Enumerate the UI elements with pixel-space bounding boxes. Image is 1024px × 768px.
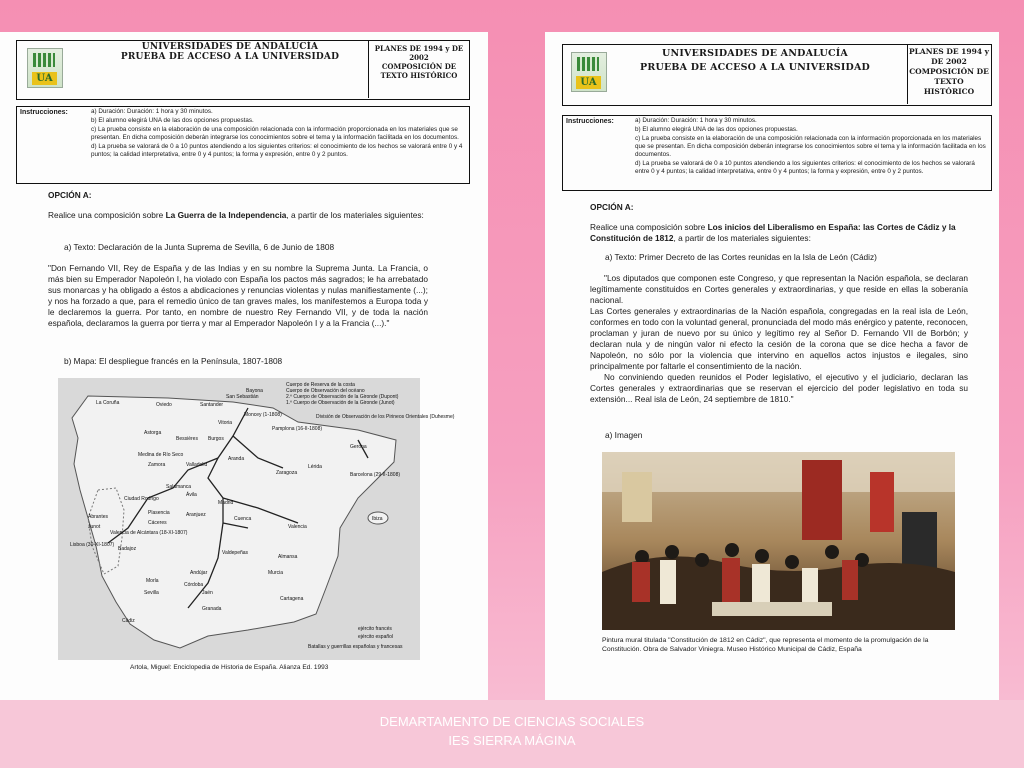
city-label: Jaén [202, 590, 213, 596]
city-label: Vitoria [218, 420, 233, 426]
plan-box: PLANES DE 1994 y DE 2002 COMPOSICIÓN DE TEXTO HISTÓRICO [909, 47, 990, 96]
school-name: IES SIERRA MÁGINA [448, 733, 576, 748]
text-source-label: a) Texto: Primer Decreto de las Cortes reunidas en la Isla de León (Cádiz) [605, 252, 877, 262]
city-label: Abrantes [88, 514, 109, 520]
map-legend-item: Cuerpo de Reserva de la costa [286, 382, 355, 388]
city-label: Cáceres [148, 520, 167, 526]
map-legend-item: ejército español [358, 634, 394, 640]
city-label: Ávila [186, 492, 197, 498]
city-label: Aranda [228, 456, 245, 462]
university-logo: UA [27, 48, 63, 88]
city-label: Valencia [288, 524, 307, 530]
city-label: Medina de Río Seco [138, 452, 184, 458]
city-label: Astorga [144, 430, 162, 436]
exam-page-right [545, 32, 999, 700]
plan-box: PLANES DE 1994 y DE 2002 COMPOSICIÓN DE TEXTO HISTÓRICO [374, 44, 464, 80]
city-label: Pamplona (16-II-1808) [272, 426, 323, 432]
city-label: La Coruña [96, 400, 120, 406]
map-legend-item: ejército francés [358, 626, 392, 632]
city-label: Zamora [148, 462, 166, 468]
city-label: Ciudad Rodrigo [124, 496, 159, 502]
university-title: UNIVERSIDADES DE ANDALUCÍA PRUEBA DE ACCESO A LA UNIVERSIDAD [640, 48, 870, 73]
instructions-box: Instrucciones: a) Duración: Duración: 1 hora y 30 minutos. b) El alumno elegirá UNA de las dos opciones propuestas. c) La prueba consiste en la elaboración de una composición relacionada con la información proporcionada en los materiales que se presentan. En dicha composición deberán integrarse los conocimientos sobre el tema y la información facilitada en los documentos. d) La prueba se valorará de 0 a 10 puntos atendiendo a los siguientes criterios: el conocimiento de los hechos se valorará entre 0 y 4 puntos; la calidad interpretativa, entre 0 y 4 puntos; la forma y expresión, entre 0 y 2 puntos. [562, 115, 992, 191]
city-label: Zaragoza [276, 470, 298, 476]
city-label: Valencia de Alcántara (18-XI-1807) [110, 530, 188, 536]
painting-caption: Pintura mural titulada "Constitución de 1812 en Cádiz", que representa el momento de la promulgación de la Constitución. Obra de Salvador Viniegra. Museo Histórico Municipal de Cádiz, España [602, 637, 929, 653]
city-label: Córdoba [184, 582, 204, 588]
prompt: Realice una composición sobre La Guerra de la Independencia, a partir de los materiales siguientes: [48, 210, 424, 220]
city-label: Valladolid [186, 462, 208, 468]
city-label: Morla [146, 578, 159, 584]
university-logo: UA [571, 52, 607, 92]
campaign-map [58, 378, 455, 660]
city-label: Plasencia [148, 510, 170, 516]
city-label: Almansa [278, 554, 298, 560]
city-label: Barcelona (29-II-1808) [350, 472, 401, 478]
option-heading: OPCIÓN A: [590, 202, 634, 212]
quote-text: "Don Fernando VII, Rey de España y de las Indias y en su nombre la Suprema Junta. La Francia, o más bien su Emperador Napoleón I, ha violado con España los pactos más sagrados; le ha arrebatado sus monarcas y ha obligado a éstos a abdicaciones y renuncias violentas y nulas manifiestamente (...); y nos ha forzado a que, para el remedio único de tan graves males, los manifestemos a Europa toda y le declaremos la guerra. Por tanto, en nombre de nuestro Rey Fernando VII, y de toda la nación española, declaramos la guerra por tierra y mar al Emperador Napoleón I y a la Francia (...)." [48, 263, 428, 328]
map-credit: Artola, Miguel: Enciclopedia de Historia de España. Alianza Ed. 1993 [130, 664, 329, 671]
city-label: Lisboa (30-XI-1807) [70, 542, 115, 548]
city-label: Bessières [176, 436, 198, 442]
university-title: UNIVERSIDADES DE ANDALUCÍA PRUEBA DE ACCESO A LA UNIVERSIDAD [120, 42, 340, 62]
map-legend-item: 1.º Cuerpo de Observación de la Gironde (Junot) [286, 400, 395, 406]
city-label: Ibiza [372, 516, 383, 522]
city-label: Bayona [246, 388, 263, 394]
text-source-label: a) Texto: Declaración de la Junta Suprema de Sevilla, 6 de Junio de 1808 [64, 242, 335, 252]
city-label: Lérida [308, 464, 322, 470]
city-label: Sevilla [144, 590, 159, 596]
city-label: Cuenca [234, 516, 252, 522]
city-label: Oviedo [156, 402, 172, 408]
map-legend-item: División de Observación de los Pirineos Orientales (Duhesme) [316, 414, 455, 420]
exam-page-left [0, 32, 488, 700]
city-label: Gerona [350, 444, 367, 450]
map-legend-item: Batallas y guerrillas españolas y francesas [308, 644, 403, 650]
city-label: Valdepeñas [222, 550, 249, 556]
city-label: Moncey (1-1808) [244, 412, 282, 418]
image-label: a) Imagen [605, 430, 643, 440]
map-legend-item: 2.º Cuerpo de Observación de la Gironde (Dupont) [286, 394, 399, 400]
city-label: Granada [202, 606, 222, 612]
city-label: Junot [88, 524, 101, 530]
city-label: Madrid [218, 500, 234, 506]
city-label: Cartagena [280, 596, 304, 602]
city-label: Badajoz [118, 546, 137, 552]
instructions-box: Instrucciones: a) Duración: Duración: 1 hora y 30 minutos. b) El alumno elegirá UNA de las dos opciones propuestas. c) La prueba consiste en la elaboración de una composición relacionada con la información proporcionada en los materiales que se presentan. En dicha composición deberán integrarse los conocimientos sobre el tema y la información facilitada en los documentos. d) La prueba se valorará de 0 a 10 puntos atendiendo a los siguientes criterios: el conocimiento de los hechos se valorará entre 0 y 4 puntos; la calidad interpretativa, entre 0 y 4 puntos; la forma y expresión, entre 0 y 2 puntos. [16, 106, 470, 184]
map-legend-item: Cuerpo de Observación del océano [286, 388, 365, 394]
city-label: Aranjuez [186, 512, 206, 518]
city-label: Burgos [208, 436, 224, 442]
option-heading: OPCIÓN A: [48, 190, 92, 200]
city-label: Santander [200, 402, 224, 408]
city-label: Cádiz [122, 618, 135, 624]
quote-text: "Los diputados que componen este Congreso, y que representan la Nación española, se declaran legítimamente constituidos en Cortes generales y extraordinarias, y que reside en ellas la soberanía nacional. Las Cortes generales y extraordinarias de la Nación española, congregadas en la real isla de León, conformes en todo con la voluntad general, pronunciada del modo más enérgico y patente, reconocen, proclaman y juran de nuevo por su único y legítimo rey al Señor D. Fernando VII de Borbón; y declaran nula y de ningún valor ni efecto la cesión de la corona que se dice hecha a favor de Napoleón, no sólo por la violencia que intervino en aquellos actos injustos e ilegales, sino principalmente por faltarle el consentimiento de la nación. No conviniendo queden reunidos el Poder legislativo, el ejecutivo y el judiciario, declaran las Cortes generales y extraordinarias que se reservan el ejercicio del poder legislativo en toda su extensión... Real isla de León, 24 septiembre de 1810." [590, 273, 968, 404]
city-label: Andújar [190, 570, 208, 576]
footer-credit [0, 712, 1024, 750]
department-name: DEMARTAMENTO DE CIENCIAS SOCIALES [379, 714, 645, 729]
city-label: Salamanca [166, 484, 192, 490]
map-source-label: b) Mapa: El despliegue francés en la Península, 1807-1808 [64, 356, 283, 366]
city-label: Murcia [268, 570, 284, 576]
city-label: San Sebastián [226, 394, 259, 400]
cortes-painting [602, 452, 955, 630]
prompt: Realice una composición sobre Los inicios del Liberalismo en España: las Cortes de Cádiz y la Constitución de 1812, a partir de los materiales siguientes: [590, 222, 956, 243]
